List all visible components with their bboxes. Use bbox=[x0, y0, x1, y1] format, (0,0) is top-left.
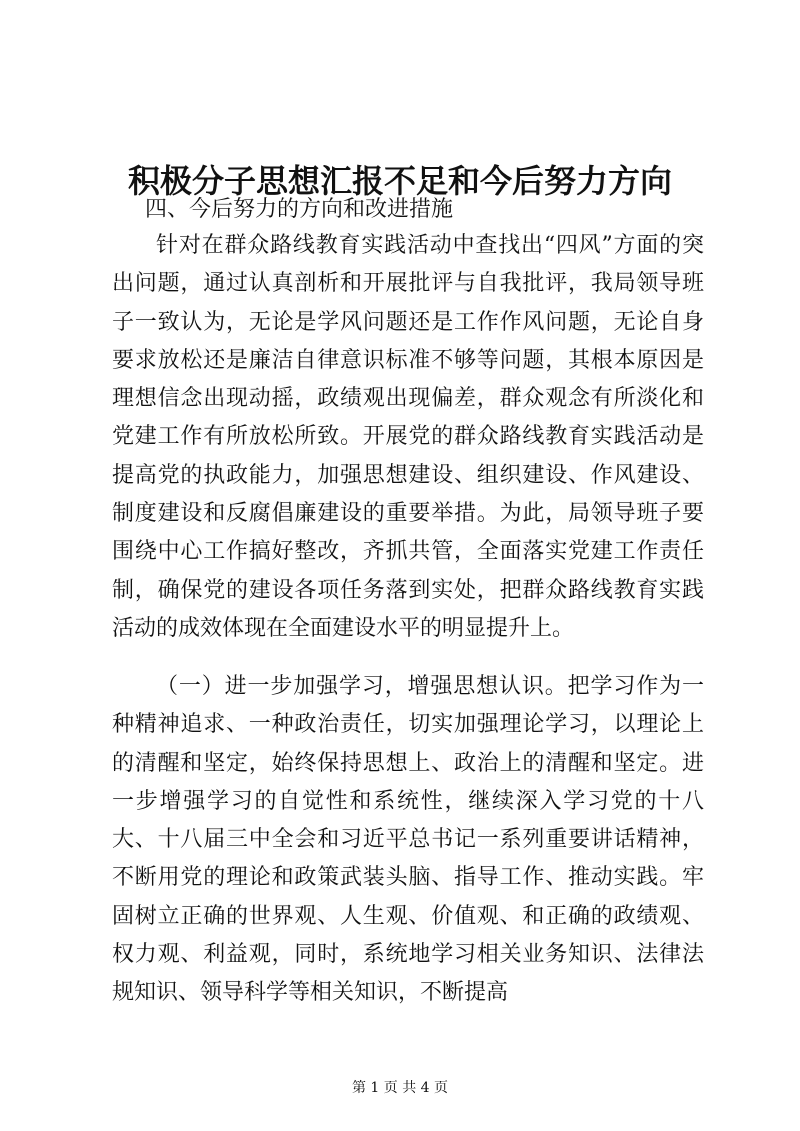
body-paragraph: （一）进一步加强学习，增强思想认识。把学习作为一种精神追求、一种政治责任，切实加强理论学习，以理论上的清醒和坚定，始终保持思想上、政治上的清醒和坚定。进一步增强学习的自觉性和系统性，继续深入学习党的十八大、十八届三中全会和习近平总书记一系列重要讲话精神，不断用党的理论和政策武装头脑、指导工作、推动实践。牢固树立正确的世界观、人生观、价值观、和正确的政绩观、权力观、利益观，同时，系统地学习相关业务知识、法律法规知识、领导科学等相关知识，不断提高 bbox=[112, 674, 704, 1006]
page-footer: 第 1 页 共 4 页 bbox=[351, 1080, 449, 1096]
body-paragraph: 针对在群众路线教育实践活动中查找出“四风”方面的突出问题，通过认真剖析和开展批评与自我批评，我局领导班子一致认为，无论是学风问题还是工作作风问题，无论自身要求放松还是廉洁自律意识标准不够等问题，其根本原因是理想信念出现动摇，政绩观出现偏差，群众观念有所淡化和党建工作有所放松所致。开展党的群众路线教育实践活动是提高党的执政能力，加强思想建设、组织建设、作风建设、制度建设和反腐倡廉建设的重要举措。为此，局领导班子要围绕中心工作搞好整改，齐抓共管，全面落实党建工作责任制，确保党的建设各项任务落到实处，把群众路线教育实践活动的成效体现在全面建设水平的明显提升上。 bbox=[112, 233, 704, 641]
document-title: 积极分子思想汇报不足和今后努力方向 bbox=[127, 162, 672, 201]
section-heading: 四、今后努力的方向和改进措施 bbox=[145, 197, 454, 222]
